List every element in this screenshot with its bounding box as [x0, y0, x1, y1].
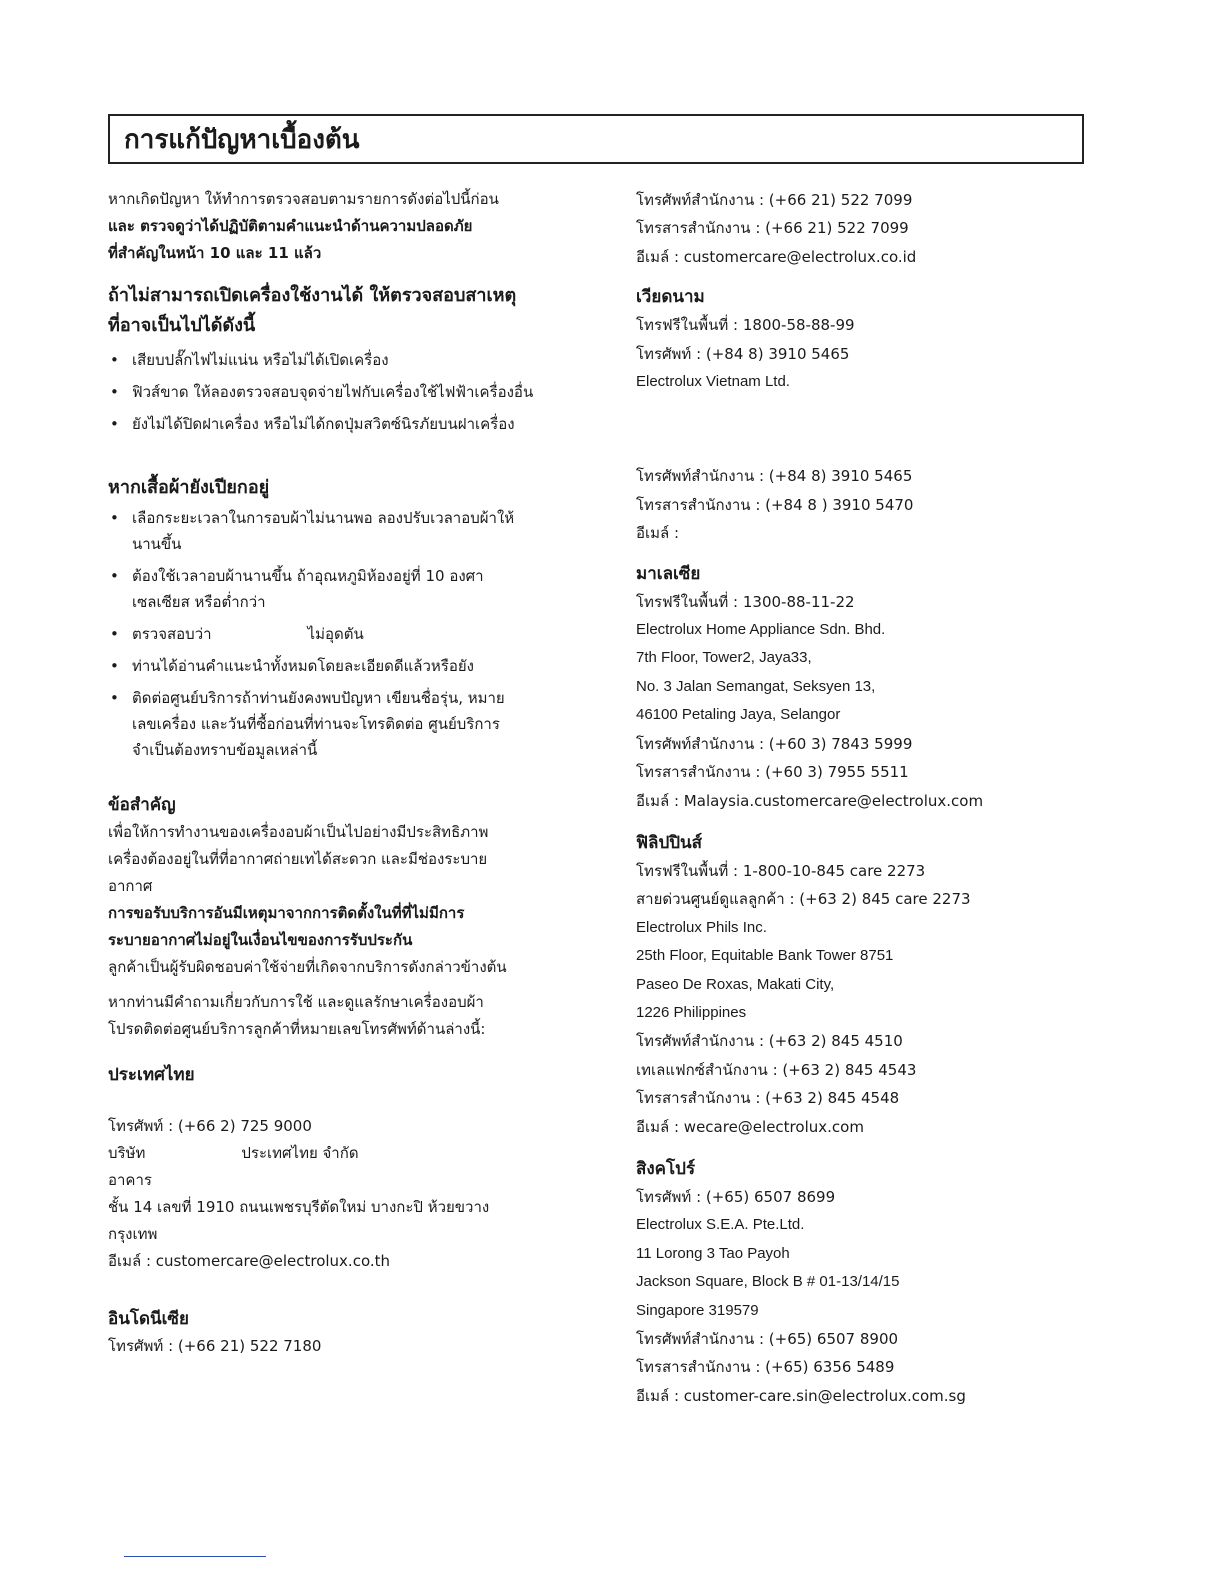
singapore-line: โทรศัพท์สำนักงาน : (+65) 6507 8900 — [636, 1330, 899, 1348]
thailand-address-2: กรุงเทพ — [108, 1225, 158, 1243]
list-item — [108, 685, 540, 763]
power-heading-line-1: ถ้าไม่สามารถเปิดเครื่องใช้งานได้ ให้ตรวจสอบสาเหตุ — [108, 285, 517, 306]
thailand-company — [108, 1140, 540, 1167]
title-box — [108, 114, 1084, 164]
philippines-line: โทรสารสำนักงาน : (+63 2) 845 4548 — [636, 1089, 900, 1108]
list-item-text: นานขึ้น — [132, 535, 182, 553]
intro-line-1: หากเกิดปัญหา ให้ทำการตรวจสอบตามรายการดังต่อไปนี้ก่อน — [108, 190, 499, 208]
philippines-line: สายด่วนศูนย์ดูแลลูกค้า : (+63 2) 845 care 2273 — [636, 890, 971, 909]
malaysia-line: 46100 Petaling Jaya, Selangor — [636, 706, 841, 724]
philippines-email: อีเมล์ : wecare@electrolux.com — [636, 1117, 864, 1136]
wet-clothes-checklist — [108, 505, 540, 763]
philippines-heading: ฟิลิปปินส์ — [636, 832, 703, 853]
power-heading-line-2: ที่อาจเป็นไปได้ดังนี้ — [108, 315, 256, 336]
power-checklist — [108, 347, 540, 437]
list-item: • ฟิวส์ขาด ให้ลองตรวจสอบจุดจ่ายไฟกับเครื่องใช้ไฟฟ้าเครื่องอื่น — [108, 379, 540, 405]
warranty-line-1: การขอรับบริการอันมีเหตุมาจากการติดตั้งในที่ที่ไม่มีการ — [108, 904, 465, 922]
footer-rule — [124, 1556, 266, 1557]
important-line-2: เครื่องต้องอยู่ในที่ที่อากาศถ่ายเทได้สะดวก และมีช่องระบาย — [108, 850, 488, 868]
intro-line-3: ที่สำคัญในหน้า 10 และ 11 แล้ว — [108, 244, 322, 262]
important-heading: ข้อสำคัญ — [108, 795, 176, 815]
vietnam-line: โทรสารสำนักงาน : (+84 8 ) 3910 5470 — [636, 495, 914, 514]
vietnam-email: อีเมล์ : — [636, 524, 680, 543]
philippines-line: เทเลแฟกซ์สำนักงาน : (+63 2) 845 4543 — [636, 1060, 917, 1079]
malaysia-heading: มาเลเซีย — [636, 563, 701, 584]
thailand-building: อาคาร — [108, 1171, 152, 1189]
philippines-line: โทรฟรีในพื้นที่ : 1-800-10-845 care 2273 — [636, 861, 926, 880]
list-item-text: ต้องใช้เวลาอบผ้านานขึ้น ถ้าอุณหภูมิห้องอยู่ที่ 10 องศา — [132, 567, 484, 585]
list-item: • เสียบปลั๊กไฟไม่แน่น หรือไม่ได้เปิดเครื่อง — [108, 347, 540, 373]
intro-line-2: และ ตรวจดูว่าได้ปฏิบัติตามคำแนะนำด้านความปลอดภัย — [108, 217, 473, 235]
list-item-text: เลือกระยะเวลาในการอบผ้าไม่นานพอ ลองปรับเวลาอบผ้าให้ — [132, 509, 515, 527]
list-item-text: เลขเครื่อง และวันที่ซื้อก่อนที่ท่านจะโทรติดต่อ ศูนย์บริการ — [132, 715, 500, 733]
page-title: การแก้ปัญหาเบื้องต้น — [124, 124, 360, 155]
thailand-company-prefix: บริษัท — [108, 1144, 146, 1162]
thailand-address-1: ชั้น 14 เลขที่ 1910 ถนนเพชรบุรีตัดใหม่ บางกะปิ ห้วยขวาง — [108, 1198, 490, 1216]
thailand-company-suffix: ประเทศไทย จำกัด — [241, 1144, 359, 1162]
philippines-line: 25th Floor, Equitable Bank Tower 8751 — [636, 947, 894, 965]
philippines-line: Paseo De Roxas, Makati City, — [636, 975, 835, 993]
list-item-text: ไม่อุดตัน — [307, 625, 364, 643]
malaysia-line: Electrolux Home Appliance Sdn. Bhd. — [636, 621, 886, 639]
warranty-line-2: ระบายอากาศไม่อยู่ในเงื่อนไขของการรับประกัน — [108, 931, 413, 949]
list-item-text: ตรวจสอบว่า — [132, 625, 212, 643]
list-item — [108, 563, 540, 615]
philippines-line: 1226 Philippines — [636, 1003, 747, 1021]
list-item-text: เซลเซียส หรือต่ำกว่า — [132, 593, 266, 611]
singapore-line: Jackson Square, Block B # 01-13/14/15 — [636, 1273, 900, 1291]
important-line-1: เพื่อให้การทำงานของเครื่องอบผ้าเป็นไปอย่างมีประสิทธิภาพ — [108, 823, 489, 841]
left-column — [108, 186, 540, 1360]
philippines-line: โทรศัพท์สำนักงาน : (+63 2) 845 4510 — [636, 1032, 903, 1051]
important-line-3: อากาศ — [108, 877, 153, 895]
list-item — [108, 505, 540, 557]
malaysia-line: โทรศัพท์สำนักงาน : (+60 3) 7843 5999 — [636, 734, 913, 753]
thailand-email: อีเมล์ : customercare@electrolux.co.th — [108, 1252, 391, 1270]
indonesia-email: อีเมล์ : customercare@electrolux.co.id — [636, 247, 917, 266]
malaysia-line: โทรสารสำนักงาน : (+60 3) 7955 5511 — [636, 763, 909, 782]
wet-clothes-heading: หากเสื้อผ้ายังเปียกอยู่ — [108, 477, 270, 498]
indonesia-phone: โทรศัพท์ : (+66 21) 522 7180 — [108, 1337, 322, 1355]
list-item-text: ติดต่อศูนย์บริการถ้าท่านยังคงพบปัญหา เขียนชื่อรุ่น, หมาย — [132, 689, 505, 707]
vietnam-line: โทรฟรีในพื้นที่ : 1800-58-88-99 — [636, 316, 855, 335]
singapore-line: โทรสารสำนักงาน : (+65) 6356 5489 — [636, 1358, 895, 1377]
indonesia-office-phone: โทรศัพท์สำนักงาน : (+66 21) 522 7099 — [636, 191, 913, 209]
malaysia-line: 7th Floor, Tower2, Jaya33, — [636, 649, 812, 667]
thailand-heading: ประเทศไทย — [108, 1065, 195, 1085]
singapore-email: อีเมล์ : customer-care.sin@electrolux.com.sg — [636, 1386, 966, 1405]
singapore-heading: สิงคโปร์ — [636, 1158, 696, 1179]
contact-line-1: หากท่านมีคำถามเกี่ยวกับการใช้ และดูแลรักษาเครื่องอบผ้า — [108, 993, 484, 1011]
malaysia-line: No. 3 Jalan Semangat, Seksyen 13, — [636, 677, 876, 695]
vietnam-line: โทรศัพท์สำนักงาน : (+84 8) 3910 5465 — [636, 467, 913, 486]
malaysia-email: อีเมล์ : Malaysia.customercare@electrolux.com — [636, 791, 984, 810]
singapore-line: Electrolux S.E.A. Pte.Ltd. — [636, 1216, 805, 1234]
vietnam-line: Electrolux Vietnam Ltd. — [636, 373, 790, 391]
cost-line: ลูกค้าเป็นผู้รับผิดชอบค่าใช้จ่ายที่เกิดจากบริการดังกล่าวข้างต้น — [108, 958, 507, 976]
list-item-text: จำเป็นต้องทราบข้อมูลเหล่านี้ — [132, 741, 318, 759]
thailand-phone: โทรศัพท์ : (+66 2) 725 9000 — [108, 1117, 312, 1135]
philippines-line: Electrolux Phils Inc. — [636, 918, 767, 936]
indonesia-office-fax: โทรสารสำนักงาน : (+66 21) 522 7099 — [636, 219, 909, 238]
list-item: • ยังไม่ได้ปิดฝาเครื่อง หรือไม่ได้กดปุ่มสวิตซ์นิรภัยบนฝาเครื่อง — [108, 411, 540, 437]
list-item — [108, 621, 540, 647]
singapore-line: โทรศัพท์ : (+65) 6507 8699 — [636, 1187, 836, 1206]
singapore-line: 11 Lorong 3 Tao Payoh — [636, 1244, 790, 1262]
malaysia-line: โทรฟรีในพื้นที่ : 1300-88-11-22 — [636, 592, 855, 611]
singapore-line: Singapore 319579 — [636, 1301, 759, 1319]
indonesia-heading: อินโดนีเซีย — [108, 1309, 189, 1329]
vietnam-heading: เวียดนาม — [636, 287, 705, 308]
contact-line-2: โปรดติดต่อศูนย์บริการลูกค้าที่หมายเลขโทรศัพท์ด้านล่างนี้: — [108, 1020, 486, 1038]
right-column — [636, 186, 1076, 1410]
vietnam-line: โทรศัพท์ : (+84 8) 3910 5465 — [636, 344, 850, 363]
list-item: • ท่านได้อ่านคำแนะนำทั้งหมดโดยละเอียดดีแล้วหรือยัง — [108, 653, 540, 679]
